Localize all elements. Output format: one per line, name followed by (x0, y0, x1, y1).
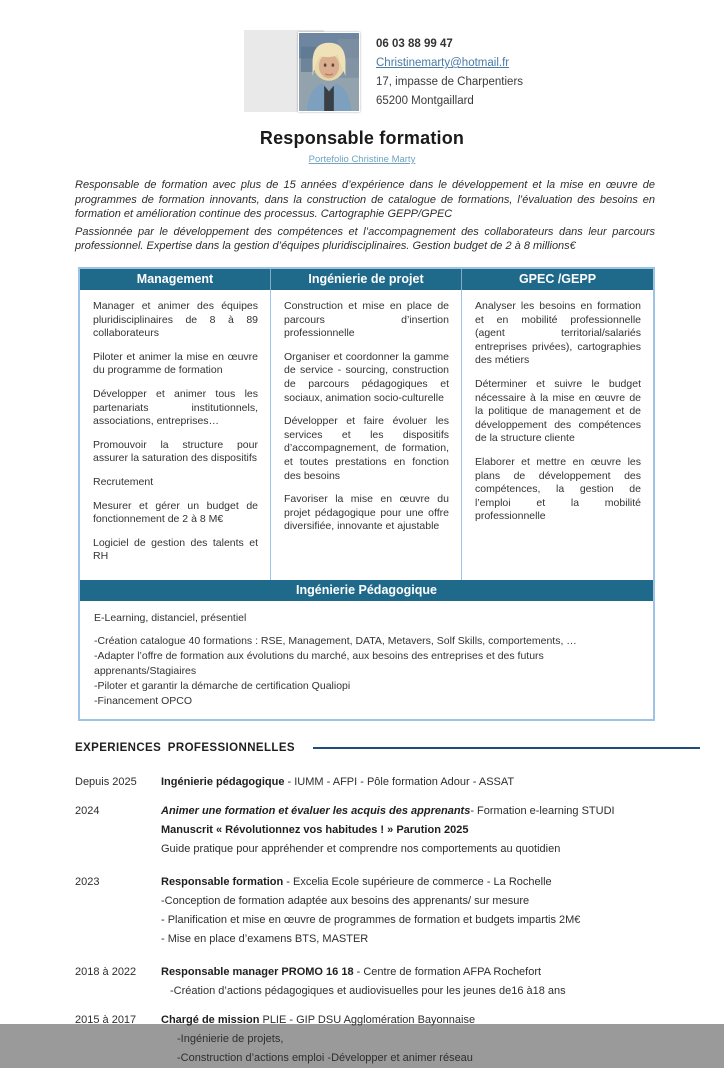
photo-zone (244, 30, 364, 116)
profile-photo (298, 32, 360, 112)
experience-title: Ingénierie pédagogique - IUMM - AFPI - Pôle formation Adour - ASSAT (161, 775, 515, 788)
experience-detail: Manuscrit « Révolutionnez vos habitudes ! » Parution 2025 (161, 823, 469, 836)
phone-number: 06 03 88 99 47 (376, 38, 453, 50)
skill-item: Analyser les besoins en formation et en mobilité professionnelle (agent territorial/salariés entreprises privées), cartographies des métiers (475, 299, 641, 367)
profile-summary (75, 178, 655, 254)
experience-entry (75, 802, 655, 859)
experience-entry (75, 773, 655, 792)
address-line-2: 65200 Montgaillard (376, 95, 474, 107)
experience-title: Chargé de mission PLIE - GIP DSU Agglomération Bayonnaise (161, 1013, 476, 1026)
email-link[interactable]: Christinemarty@hotmail.fr (376, 57, 510, 69)
profile-photo-image (299, 33, 359, 111)
experience-body (161, 963, 655, 1001)
skill-item: Piloter et animer la mise en œuvre du programme de formation (93, 350, 258, 377)
experience-period: 2023 (75, 875, 100, 888)
experience-period: Depuis 2025 (75, 775, 137, 788)
column-header-gpec-gepp: GPEC /GEPP (462, 269, 653, 290)
skill-item: Déterminer et suivre le budget nécessaire à la mise en œuvre de la politique de management et de développement des compétences de la structure cliente (475, 377, 641, 445)
experience-detail: - Mise en place d’examens BTS, MASTER (161, 932, 369, 945)
experience-body (161, 1011, 655, 1068)
experience-detail: -Ingénierie de projets, (177, 1032, 284, 1045)
skills-table (78, 267, 655, 721)
pedagogy-item: -Adapter l’offre de formation aux évolutions du marché, aux besoins des entreprises et des futurs apprenants/Stagiaires (94, 649, 544, 677)
pedagogy-section-header: Ingénierie Pédagogique (80, 580, 653, 601)
experience-detail: - Planification et mise en œuvre de programmes de formation et budgets impartis 2M€ (161, 913, 581, 926)
page-title: Responsable formation (259, 128, 465, 148)
pedagogy-items (94, 634, 639, 709)
experience-title: Responsable manager PROMO 16 18 - Centre de formation AFPA Rochefort (161, 965, 542, 978)
skill-item: Favoriser la mise en œuvre du projet pédagogique pour une offre diversifiée, innovante et ajustable (284, 493, 449, 533)
experience-title: Animer une formation et évaluer les acquis des apprenants- Formation e-learning STUDI (161, 804, 615, 817)
experience-entry (75, 963, 655, 1001)
experience-body (161, 802, 655, 859)
experience-detail: Guide pratique pour appréhender et comprendre nos comportements au quotidien (161, 842, 561, 855)
experience-body (161, 873, 655, 949)
experience-detail: -Construction d’actions emploi -Développer et animer réseau (177, 1051, 473, 1064)
experience-body (161, 773, 655, 792)
pedagogy-item: -Piloter et garantir la démarche de certification Qualiopi (94, 679, 351, 692)
experience-detail: -Conception de formation adaptée aux besoins des apprenants/ sur mesure (161, 894, 530, 907)
pedagogy-section-body (80, 601, 653, 719)
skill-item: Développer et faire évoluer les services et les dispositifs d’accompagnement, de formation, et toutes prestations en fonction des besoins (284, 415, 449, 482)
portfolio-link[interactable]: Portefolio Christine Marty (308, 154, 416, 165)
address-line-1: 17, impasse de Charpentiers (376, 76, 524, 88)
skill-item: Logiciel de gestion des talents et RH (93, 536, 258, 563)
experiences-list (75, 773, 655, 1068)
column-header-management: Management (80, 269, 271, 290)
heading-divider-line (313, 747, 700, 750)
summary-paragraph-2: Passionnée par le développement des compétences et l’accompagnement des collaborateurs dans leur parcours professionnel. Expertise dans la gestion d’équipes pluridisciplinaires. Gestion budget de 2 à 8 millions€ (75, 225, 655, 253)
experience-title: Responsable formation - Excelia Ecole supérieure de commerce - La Rochelle (161, 875, 552, 888)
skills-table-header-row (80, 269, 653, 290)
pedagogy-item: -Création catalogue 40 formations : RSE, Management, DATA, Metavers, Solf Skills, comportements, … (94, 634, 577, 647)
skill-item: Manager et animer des équipes pluridisciplinaires de 8 à 89 collaborateurs (93, 299, 258, 340)
skills-column-ingenierie-projet (271, 290, 462, 580)
summary-paragraph-1: Responsable de formation avec plus de 15 années d’expérience dans le développement et la mise en œuvre de programmes de formation innovants, dans la construction de catalogue de formations, l’évaluation des besoins en formation et amélioration continue des processus. Cartographie GEPP/GPEC (75, 179, 655, 221)
experience-period: 2018 à 2022 (75, 965, 137, 978)
experiences-heading-row (75, 742, 700, 754)
pedagogy-intro: E-Learning, distanciel, présentiel (94, 611, 247, 624)
experience-detail: -Création d’actions pédagogiques et audiovisuelles pour les jeunes de16 à18 ans (170, 984, 566, 997)
skills-table-body (80, 290, 653, 580)
pedagogy-item: -Financement OPCO (94, 694, 193, 707)
skill-item: Développer et animer tous les partenariats institutionnels, associations, entreprises… (93, 387, 258, 428)
skills-column-management (80, 290, 271, 580)
skill-item: Elaborer et mettre en œuvre les plans de développement des compétences, la gestion de l’emploi et la mobilité professionnelle (475, 455, 641, 523)
skills-column-gpec-gepp (462, 290, 653, 580)
skill-item: Organiser et coordonner la gamme de service - sourcing, construction de parcours pédagogiques et sociaux, animation socio-culturelle (284, 350, 449, 404)
skill-item: Mesurer et gérer un budget de fonctionnement de 2 à 8 M€ (93, 499, 258, 526)
skill-item: Recrutement (93, 475, 154, 488)
experience-period: 2015 à 2017 (75, 1013, 137, 1026)
experiences-heading: EXPERIENCES PROFESSIONNELLES (75, 741, 295, 754)
skill-item: Construction et mise en place de parcours d’insertion professionnelle (284, 299, 449, 340)
header-contact-block (244, 30, 724, 116)
experience-entry (75, 873, 655, 949)
experience-entry (75, 1011, 655, 1068)
experience-period: 2024 (75, 804, 100, 817)
contact-info (376, 30, 523, 116)
skill-item: Promouvoir la structure pour assurer la saturation des dispositifs (93, 438, 258, 465)
column-header-ingenierie-projet: Ingénierie de projet (271, 269, 462, 290)
